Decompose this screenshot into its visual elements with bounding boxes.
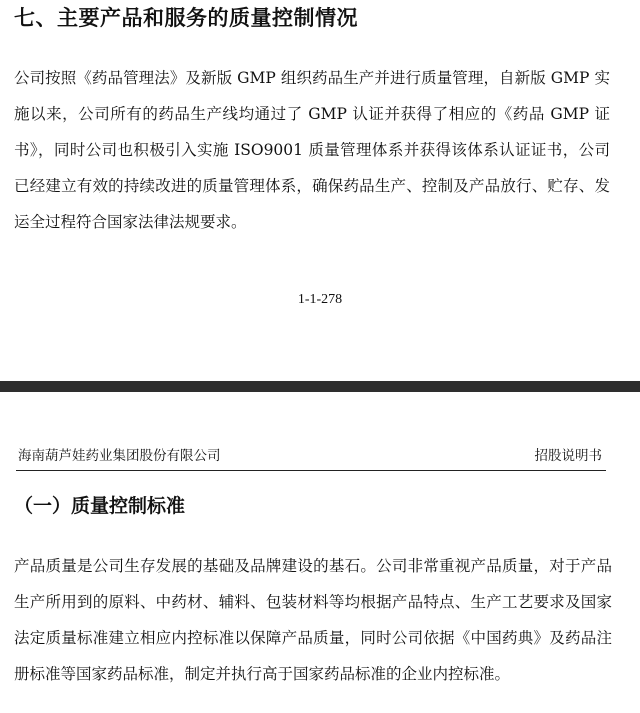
document-header	[0, 445, 640, 467]
header-company-name: 海南葫芦娃药业集团股份有限公司	[18, 448, 221, 464]
quality-standard-paragraph: 产品质量是公司生存发展的基础及品牌建设的基石。公司非常重视产品质量，对于产品生产所用到的原料、中药材、辅料、包装材料等均根据产品特点、生产工艺要求及国家法定质量标准建立相应内控标准以保障产品质量，同时公司依据《中国药典》及药品注册标准等国家药品标准，制定并执行高于国家药品标准的企业内控标准。	[14, 557, 612, 683]
section-heading: 七、主要产品和服务的质量控制情况	[14, 6, 358, 30]
page-break-divider	[0, 381, 640, 392]
sub-heading: （一）质量控制标准	[14, 495, 186, 517]
quality-control-paragraph: 公司按照《药品管理法》及新版 GMP 组织药品生产并进行质量管理，自新版 GMP 实施以来，公司所有的药品生产线均通过了 GMP 认证并获得了相应的《药品 GMP 证书》，同时公司也积极引入实施 ISO9001 质量管理体系并获得该体系认证证书，公司已经建立有效的持续改进的质量管理体系，确保药品生产、控制及产品放行、贮存、发运全过程符合国家法律法规要求。	[14, 69, 610, 231]
header-document-type: 招股说明书	[534, 448, 602, 464]
header-rule	[16, 470, 606, 471]
page-number: 1-1-278	[297, 292, 343, 307]
